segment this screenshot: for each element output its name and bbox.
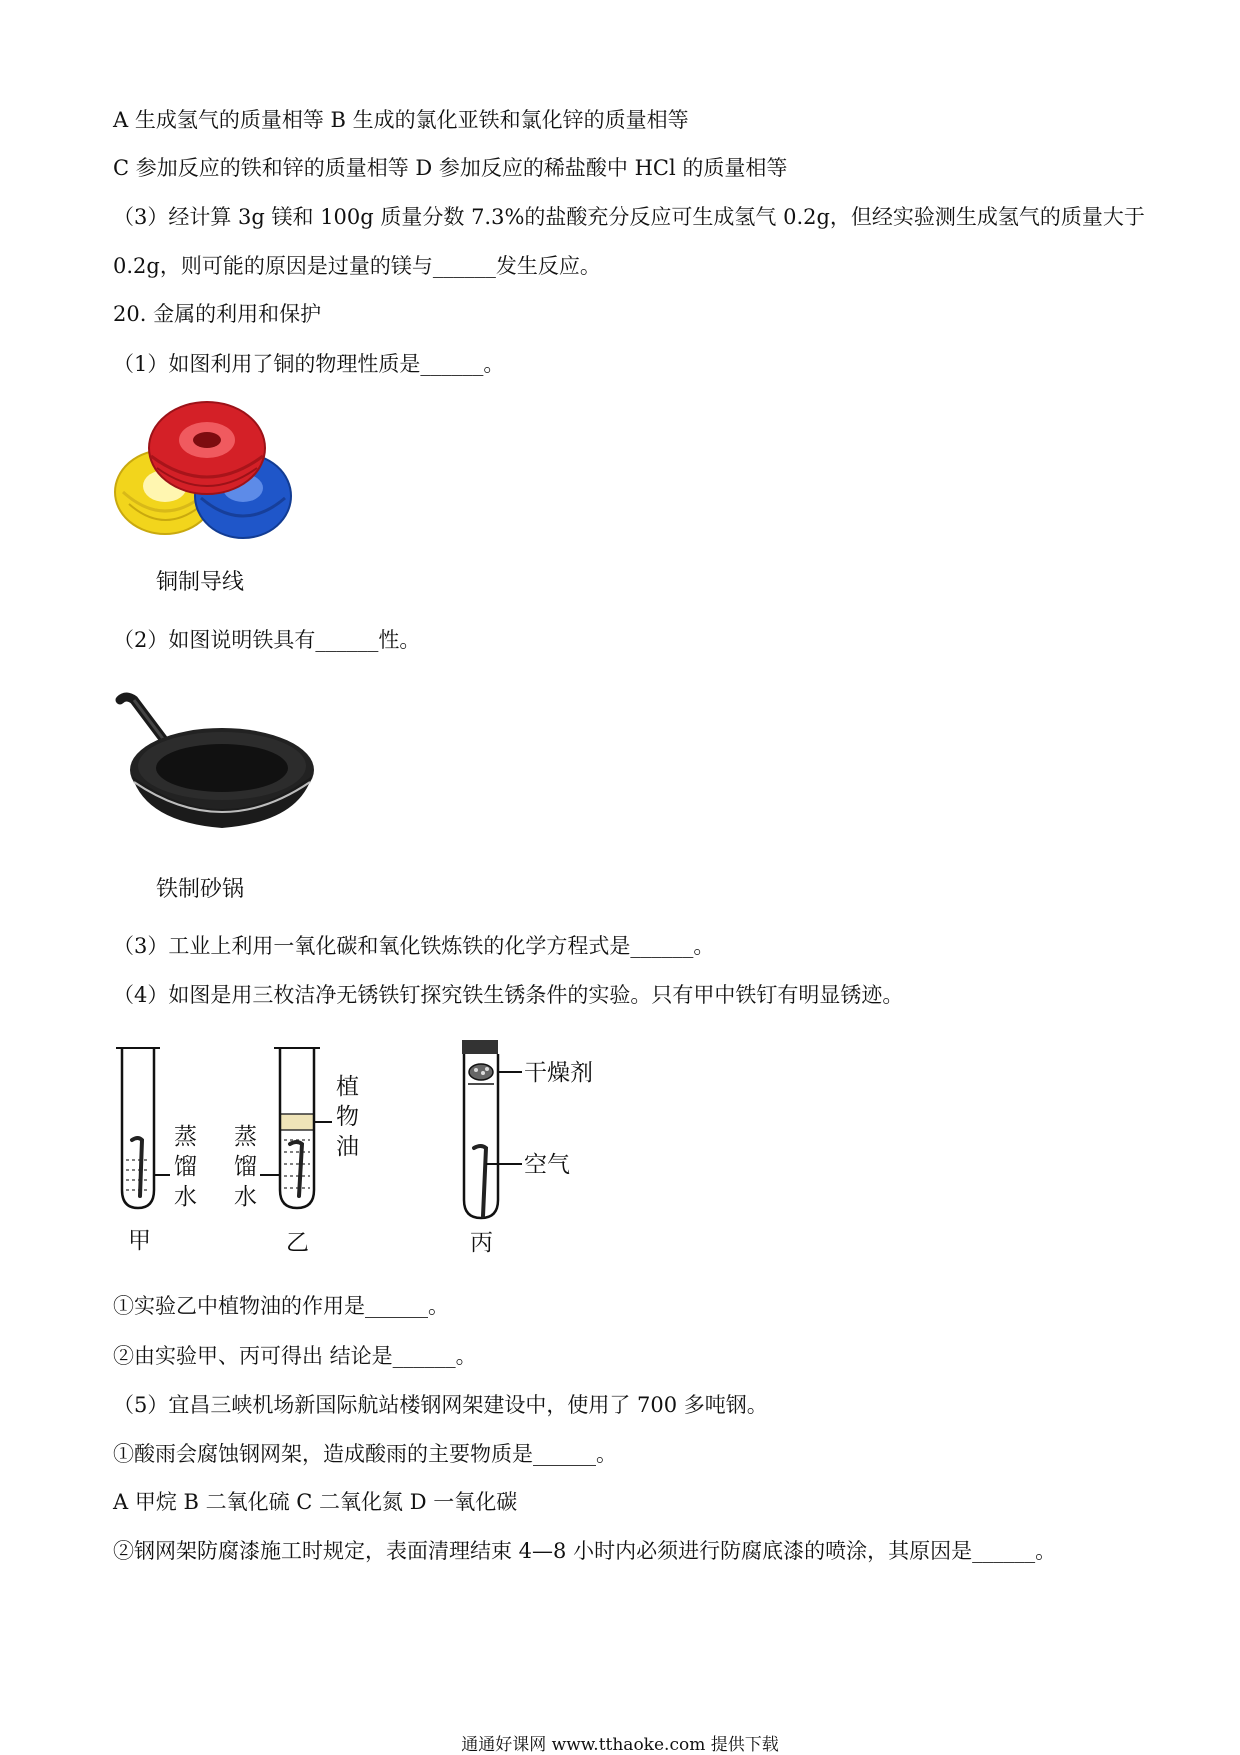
desiccant-label: 干燥剂 [524,1060,593,1086]
q20-part3: （3）工业上利用一氧化碳和氧化铁炼铁的化学方程式是______。 [113,934,715,958]
water-b-char-1: 蒸 [234,1124,257,1150]
tube-b [260,1048,332,1208]
q20-part4-sub1: ①实验乙中植物油的作用是______。 [113,1294,449,1318]
oil-label [336,1074,359,1160]
water-a-char-3: 水 [174,1184,197,1210]
red-wire-coil [149,402,265,494]
water-b-char-3: 水 [234,1184,257,1210]
tube-c [462,1040,522,1218]
page-footer: 通通好课网 www.tthaoke.com 提供下载 [461,1735,779,1755]
water-label-b [234,1124,257,1210]
iron-wok-image [112,692,317,837]
q20-part5: （5）宜昌三峡机场新国际航站楼钢网架建设中，使用了 700 多吨钢。 [113,1393,768,1417]
tube-a-label: 甲 [128,1228,151,1254]
q19-part3-line1: （3）经计算 3g 镁和 100g 质量分数 7.3%的盐酸充分反应可生成氢气 0.2g，但经实验测生成氢气的质量大于 [113,205,1145,229]
copper-wire-image [115,400,290,540]
oil-char-3: 油 [336,1134,359,1160]
q20-part5-sub1: ①酸雨会腐蚀钢网架，造成酸雨的主要物质是______。 [113,1442,617,1466]
tube-b-label: 乙 [286,1230,309,1256]
q20-part1: （1）如图利用了铜的物理性质是______。 [113,352,505,376]
q20-part2: （2）如图说明铁具有______性。 [113,628,421,652]
tube-c-label: 丙 [470,1230,493,1256]
water-a-char-1: 蒸 [174,1124,197,1150]
oil-char-2: 物 [336,1104,359,1130]
rust-experiment-diagram [110,1040,610,1270]
q20-part5-sub2: ②钢网架防腐漆施工时规定，表面清理结束 4—8 小时内必须进行防腐底漆的喷涂，其原因是______。 [113,1539,1057,1563]
q19-options-cd: C 参加反应的铁和锌的质量相等 D 参加反应的稀盐酸中 HCl 的质量相等 [113,156,788,180]
water-b-char-2: 馏 [234,1154,257,1180]
water-label-a [174,1124,197,1210]
water-a-char-2: 馏 [174,1154,197,1180]
q20-part5-options: A 甲烷 B 二氧化硫 C 二氧化氮 D 一氧化碳 [113,1490,518,1514]
iron-wok-caption: 铁制砂锅 [156,877,245,902]
q20-part4-sub2: ②由实验甲、丙可得出 结论是______。 [113,1344,477,1368]
copper-wire-caption: 铜制导线 [156,570,245,595]
q19-part3-line2: 0.2g，则可能的原因是过量的镁与______发生反应。 [113,254,601,278]
q20-part4: （4）如图是用三枚洁净无锈铁钉探究铁生锈条件的实验。只有甲中铁钉有明显锈迹。 [113,983,904,1007]
tube-a [116,1048,170,1208]
q20-title: 20. 金属的利用和保护 [113,302,322,326]
oil-char-1: 植 [336,1074,359,1100]
air-label: 空气 [524,1152,570,1178]
q19-options-ab: A 生成氢气的质量相等 B 生成的氯化亚铁和氯化锌的质量相等 [113,108,689,132]
